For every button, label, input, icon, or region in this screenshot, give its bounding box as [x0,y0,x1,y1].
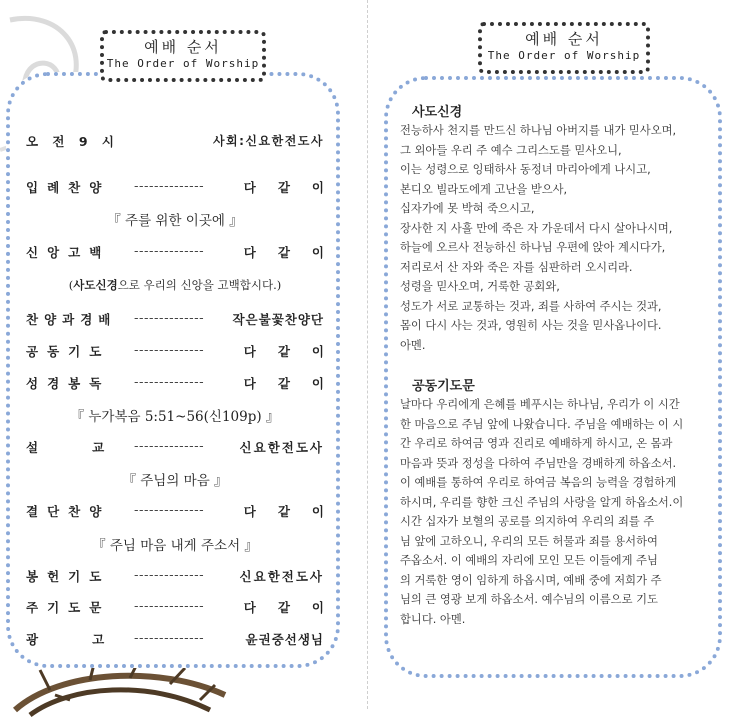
apostles-creed-text: 전능하사 천지를 만드신 하나님 아버지를 내가 믿사오며, 그 외아들 우리 주 예수 그리스도를 믿사오니, 이는 성령으로 잉태하사 동정녀 마리아에게 나시고, 본디오 빌라도에게 고난을 받으사, 십자가에 못 박혀 죽으시고, 장사한 지 사흘 만에 죽은 자 가운데서 다시 살아나시며, 하늘에 오르사 전능하신 하나님 우편에 앉아 계시다가, 저리로서 산 자와 죽은 자를 심판하러 오시리라. 성령을 믿사오며, 거룩한 공회와, 성도가 서로 교통하는 것과, 죄를 사하여 주시는 것과, 몸이 다시 사는 것과, 영원히 사는 것을 믿사옵나이다. 아멘. [400,124,677,352]
order-item: 광 고 -------------- 윤권중선생님 [26,630,324,647]
title-korean: 예배 순서 [144,38,222,56]
order-item: 봉헌기도 -------------- 신요한전도사 [26,567,324,584]
order-item: 신앙고백 -------------- 다같이 [26,243,346,260]
title-korean: 예배 순서 [525,30,603,48]
service-header [26,132,324,152]
title-english: The Order of Worship [487,49,641,62]
order-item: 성경봉독 -------------- 다같이 [26,374,346,391]
service-leader: 사회:신요한전도사 [212,134,324,148]
left-title-box [100,30,266,82]
hymn-title: 『 주를 위한 이곳에 』 [107,213,243,229]
creed-note: (사도신경으로 우리의 신앙을 고백합시다.) [68,278,282,292]
order-item: 주기도문 -------------- 다같이 [26,598,346,615]
apostles-creed-title: 사도신경 [412,105,463,120]
common-prayer-text: 날마다 우리에게 은혜를 베푸시는 하나님, 우리가 이 시간 한 마음으로 주님 앞에 나왔습니다. 주님을 예배하는 이 시 간 우리로 하여금 영과 진리로 예배하게 하시고, 온 몸과 마음과 뜻과 정성을 다하여 주님만을 경배하게 하옵소서. 이 예배를 통하여 우리로 하여금 복음의 능력을 경험하게 하시며, 우리를 향한 크신 주님의 사랑을 알게 하옵소서.이 시간 십자가 보혈의 공로를 의지하여 우리의 죄를 주 님 앞에 고하오니, 우리의 모든 허물과 죄를 용서하여 주옵소서. 이 예배의 자리에 모인 모든 이들에게 주님 의 거룩한 영이 임하게 하옵시며, 예배 중에 저희가 주 님의 큰 영광 보게 하옵소서. 예수님의 이름으로 기도 합니다. 아멘. [400,398,684,626]
sermon-title: 『 주님의 마음 』 [122,473,228,489]
order-item: 결단찬양 -------------- 다같이 [26,502,346,519]
order-item: 공동기도 -------------- 다같이 [26,342,346,359]
hymn-title: 『 주님 마음 내게 주소서 』 [92,538,258,554]
common-prayer-title: 공동기도문 [412,379,475,394]
scripture-reference: 『 누가복음 5:51~56(신109p) 』 [70,409,280,425]
order-item: 설 교 -------------- 신요한전도사 [26,438,324,455]
title-english: The Order of Worship [106,57,260,70]
right-title-box [478,22,650,74]
order-item: 입례찬양 -------------- 다같이 [26,178,346,195]
order-item: 찬양과경배 -------------- 작은불꽃찬양단 [26,310,324,327]
service-time: 오 전 9 시 [26,134,119,149]
page-fold-divider [367,0,368,709]
